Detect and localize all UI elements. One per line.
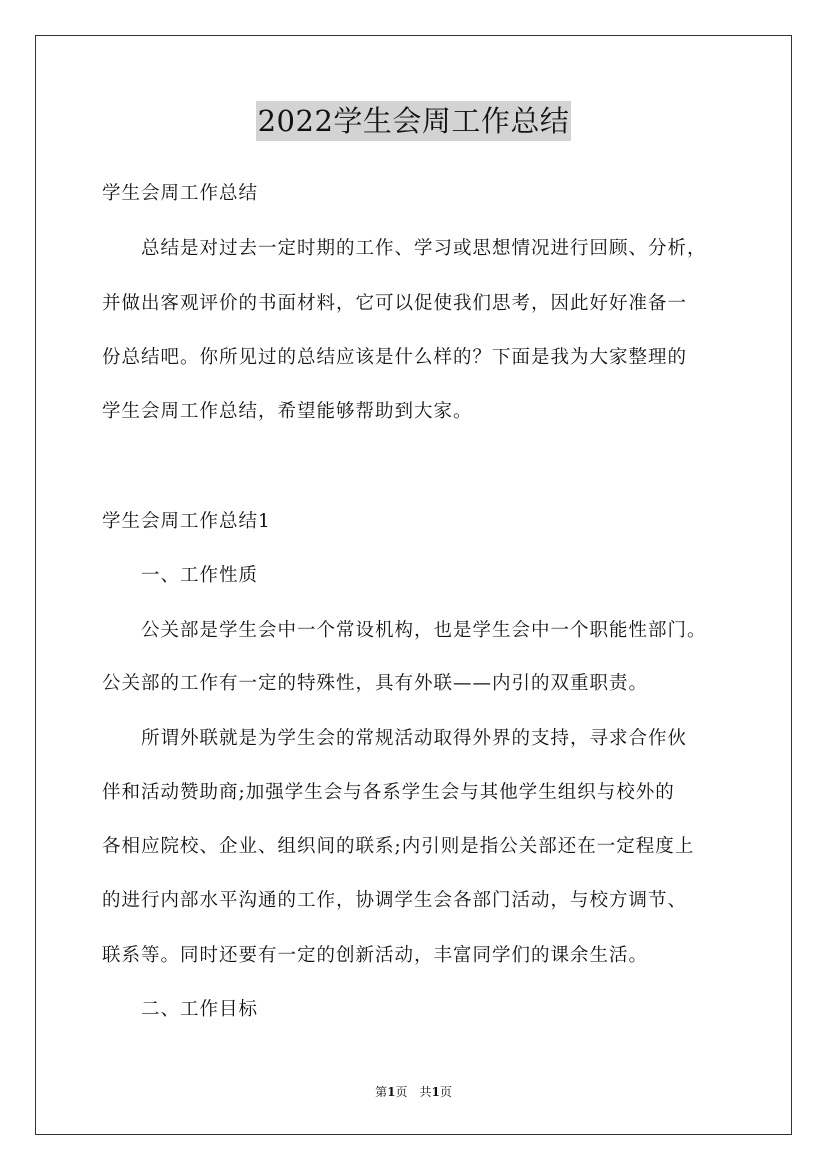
document-title: 2022学生会周工作总结 xyxy=(256,101,572,141)
paragraph-line: 并做出客观评价的书面材料，它可以促使我们思考，因此好好准备一 xyxy=(102,293,688,314)
footer-prefix: 第 xyxy=(375,1085,388,1099)
paragraph-line: 的进行内部水平沟通的工作，协调学生会各部门活动，与校方调节、 xyxy=(102,890,688,911)
paragraph-line: 总结是对过去一定时期的工作、学习或思想情况进行回顾、分析， xyxy=(102,238,707,259)
footer-suffix: 页 xyxy=(439,1085,452,1099)
paragraph-line: 联系等。同时还要有一定的创新活动，丰富同学们的课余生活。 xyxy=(102,945,649,966)
paragraph-line: 伴和活动赞助商;加强学生会与各系学生会与其他学生组织与校外的 xyxy=(102,782,675,803)
subheading: 二、工作目标 xyxy=(102,999,259,1020)
paragraph-line: 份总结吧。你所见过的总结应该是什么样的？下面是我为大家整理的 xyxy=(102,347,688,368)
paragraph-line: 所谓外联就是为学生会的常规活动取得外界的支持，寻求合作伙 xyxy=(102,728,688,749)
title-container xyxy=(0,101,827,141)
paragraph-line: 公关部的工作有一定的特殊性，具有外联——内引的双重职责。 xyxy=(102,673,649,694)
section-heading: 学生会周工作总结 xyxy=(102,183,259,204)
page-footer xyxy=(0,1084,827,1100)
footer-mid: 页 共 xyxy=(395,1085,432,1099)
subheading: 一、工作性质 xyxy=(102,565,259,586)
paragraph-line: 公关部是学生会中一个常设机构，也是学生会中一个职能性部门。 xyxy=(102,620,707,641)
page-number: 1 xyxy=(387,1085,396,1099)
page-total: 1 xyxy=(431,1085,440,1099)
paragraph-line: 各相应院校、企业、组织间的联系;内引则是指公关部还在一定程度上 xyxy=(102,836,695,857)
section-heading: 学生会周工作总结1 xyxy=(102,511,271,532)
paragraph-line: 学生会周工作总结，希望能够帮助到大家。 xyxy=(102,401,473,422)
